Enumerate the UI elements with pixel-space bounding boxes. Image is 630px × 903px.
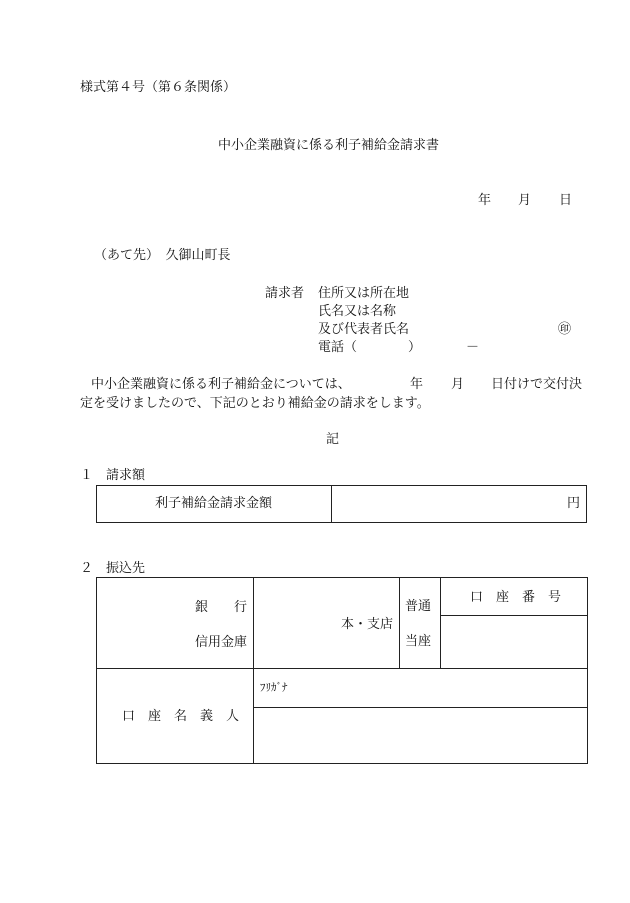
ki-label: 記	[326, 432, 340, 447]
phone-dash: －	[466, 340, 480, 355]
document-title: 中小企業融資に係る利子補給金請求書	[218, 138, 440, 153]
s2-col-divider-2	[399, 577, 400, 669]
furigana-line	[253, 707, 588, 708]
body-line1-month: 月	[451, 377, 465, 392]
account-type-ordinary: 普通	[405, 599, 432, 614]
date-day-label: 日	[559, 193, 573, 208]
account-header-line	[440, 615, 588, 616]
account-type-current: 当座	[405, 634, 432, 649]
section2-heading: ２ 振込先	[80, 561, 146, 576]
name-label: 氏名又は名称	[318, 304, 397, 319]
phone-close-paren: ）	[408, 340, 422, 355]
phone-label: 電話（	[318, 340, 358, 355]
s2-left-border	[96, 577, 97, 764]
body-line2: 定を受けましたので、下記のとおり補給金の請求をします。	[80, 396, 430, 411]
claim-amount-label: 利子補給金請求金額	[155, 496, 273, 511]
claimant-label: 請求者	[265, 286, 305, 301]
s1-left-border	[96, 485, 97, 523]
furigana-label: ﾌﾘｶﾞﾅ	[260, 681, 288, 694]
account-holder-label: 口 座 名 義 人	[122, 709, 240, 724]
s1-bottom-border	[96, 522, 587, 523]
s2-col-divider-3	[440, 577, 441, 669]
body-line1-year: 年	[410, 377, 424, 392]
section1-heading: １ 請求額	[80, 468, 146, 483]
s2-row-divider	[96, 668, 588, 669]
s2-right-border	[587, 577, 588, 764]
seal-mark: ㊞	[558, 322, 572, 337]
s2-bottom-border	[96, 763, 588, 764]
body-line1-a: 中小企業融資に係る利子補給金については、	[91, 377, 351, 392]
yen-unit: 円	[567, 496, 581, 511]
s1-right-border	[586, 485, 587, 523]
date-month-label: 月	[518, 193, 532, 208]
body-line1-b: 日付けで交付決	[491, 377, 583, 392]
s2-col-divider-1	[253, 577, 254, 764]
credit-union-label: 信用金庫	[195, 635, 248, 650]
s2-top-border	[96, 577, 588, 578]
address-label: 住所又は所在地	[318, 286, 410, 301]
s1-divider	[331, 485, 332, 523]
form-number: 様式第４号（第６条関係）	[80, 80, 237, 95]
s1-top-border	[96, 485, 587, 486]
representative-label: 及び代表者氏名	[318, 322, 410, 337]
date-year-label: 年	[478, 193, 492, 208]
branch-label: 本・支店	[341, 617, 394, 632]
addressee: （あて先） 久御山町長	[94, 248, 231, 263]
bank-label: 銀 行	[195, 600, 248, 615]
account-number-label: 口 座 番 号	[470, 590, 562, 605]
